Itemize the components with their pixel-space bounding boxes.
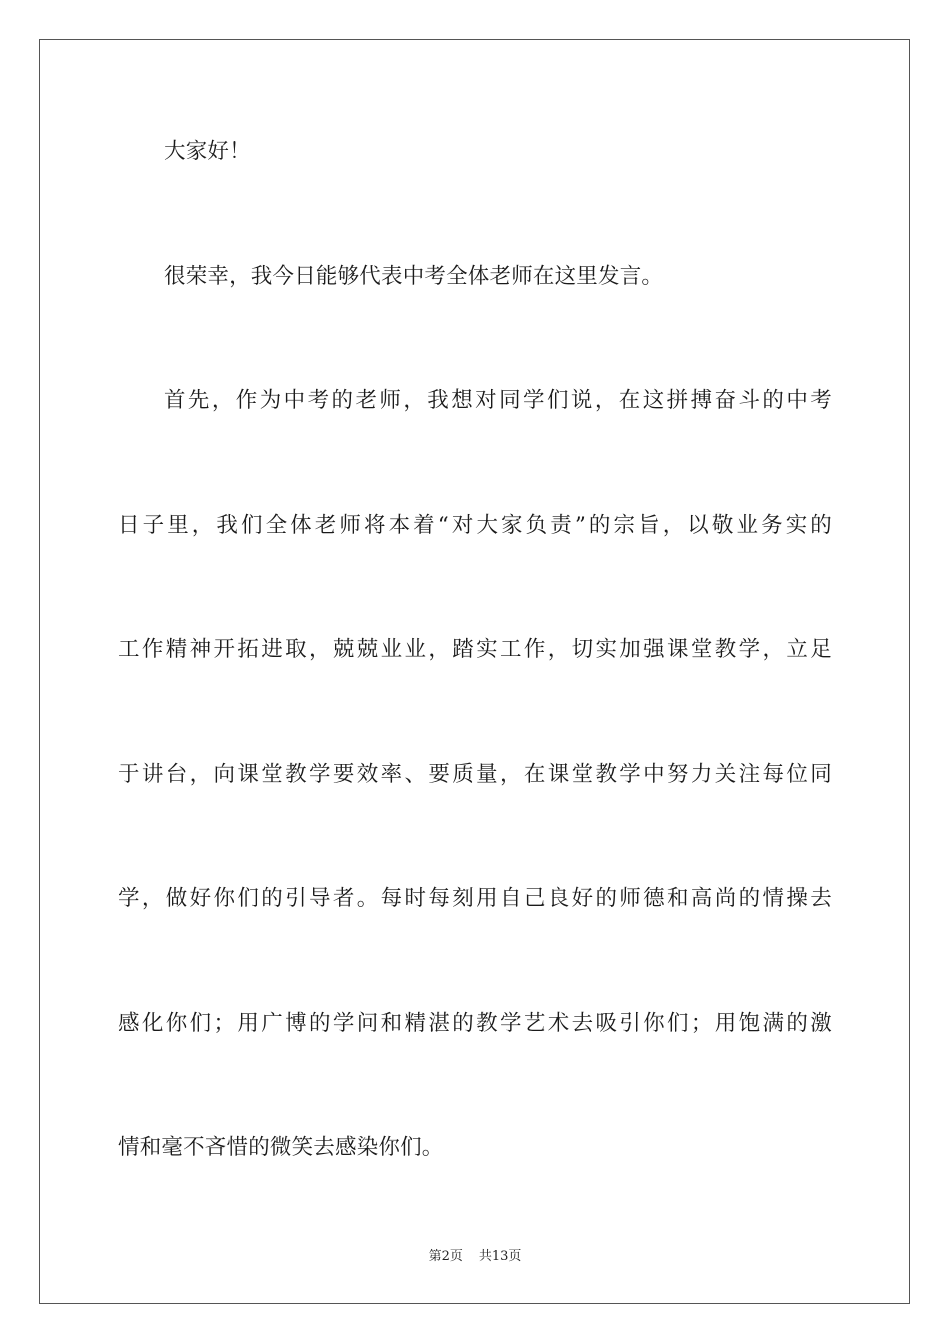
paragraph-line: 情和毫不吝惜的微笑去感染你们。 — [118, 1135, 444, 1160]
paragraph-line: 工作精神开拓进取，兢兢业业，踏实工作，切实加强课堂教学，立足 — [118, 637, 832, 662]
page-total: 共13页 — [478, 1249, 522, 1264]
page-frame — [39, 39, 910, 1304]
page-number: 第2页 — [428, 1249, 463, 1264]
paragraph-line: 很荣幸，我今日能够代表中考全体老师在这里发言。 — [164, 264, 664, 289]
greeting-line: 大家好！ — [164, 139, 251, 164]
paragraph-line: 日子里，我们全体老师将本着“对大家负责”的宗旨，以敬业务实的 — [118, 513, 832, 538]
paragraph-line: 于讲台，向课堂教学要效率、要质量，在课堂教学中努力关注每位同 — [118, 762, 832, 787]
paragraph-line: 学，做好你们的引导者。每时每刻用自己良好的师德和高尚的情操去 — [118, 886, 832, 911]
page-footer — [0, 1249, 950, 1265]
paragraph-line: 首先，作为中考的老师，我想对同学们说，在这拼搏奋斗的中考 — [164, 388, 832, 413]
paragraph-line: 感化你们；用广博的学问和精湛的教学艺术去吸引你们；用饱满的激 — [118, 1011, 832, 1036]
